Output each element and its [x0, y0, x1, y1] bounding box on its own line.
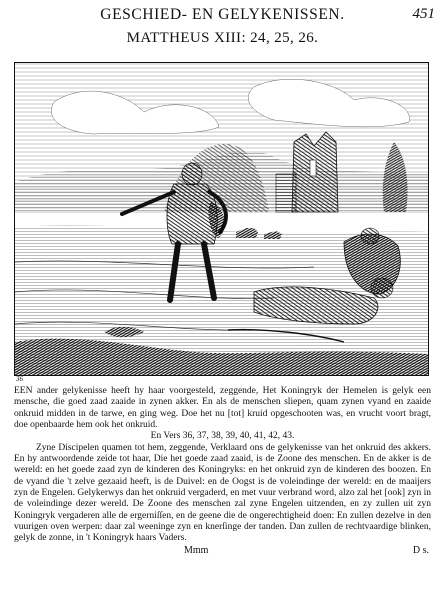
- page-text: [14, 386, 431, 557]
- engraving-plate: [14, 62, 429, 376]
- explanation-paragraph: Zyne Discipelen quamen tot hem, zeggende, Verklaard ons de gelykenisse van het onkruid des akkers. En hy antwoordende zeide tot haar, Die het goede zaad zaaid, is de Zoone des menschen. En de akker is de wereld: en het goede zaad zyn de kinderen des Koningryks: en het onkruid zyn de kinderen des boozen. En de vyand die 't zelve gezaaid heeft, is de Duivel: en de Oogst is de voleindinge der wereld: en de maaijers zyn de Engelen. Gelykerwys dan het onkruid vergaderd, en met vuur verbrand word, alzo zal het [ook] zyn in de voleindinge dezer wereld. De Zoone des menschen zal zyne Engelen uitzenden, en zy zullen uit zyn Koningryk vergaderen alle de ergerniſſen, en de geene die de ongerechtigheid doen: En zullen dezelve in den vuurigen oven werpen: daar zal weeninge zyn en knerſinge der tanden. Dan zullen de rechtvaardige blinken, gelyk de zonne, in 't Koningryk haars Vaders.: [14, 442, 431, 544]
- signature-mark: Mmm: [184, 544, 209, 556]
- engraver-mark: 36: [16, 375, 23, 383]
- running-title: GESCHIED- EN GELYKENISSEN.: [100, 6, 345, 23]
- signature-line: [14, 545, 431, 557]
- scripture-reference: MATTHEUS XIII: 24, 25, 26.: [126, 30, 319, 46]
- catchword: D s.: [412, 544, 429, 556]
- page-number: 451: [412, 6, 435, 22]
- engraving-illustration: [14, 62, 429, 376]
- parable-paragraph: EEN ander gelykenisse heeft hy haar voorgesteld, zeggende, Het Koningryk der Hemelen is gelyk een mensche, die goed zaad zaaide in zynen akker. En als de menschen sliepen, quam zynen vyand en zaaide onkruid midden in de tarwe, en ging weg. Doe het nu [tot] kruid opgeschooten was, en vrucht voort bragt, doe openbaarde hem ook het onkruid.: [14, 386, 431, 431]
- verse-reference: En Vers 36, 37, 38, 39, 40, 41, 42, 43.: [150, 431, 295, 442]
